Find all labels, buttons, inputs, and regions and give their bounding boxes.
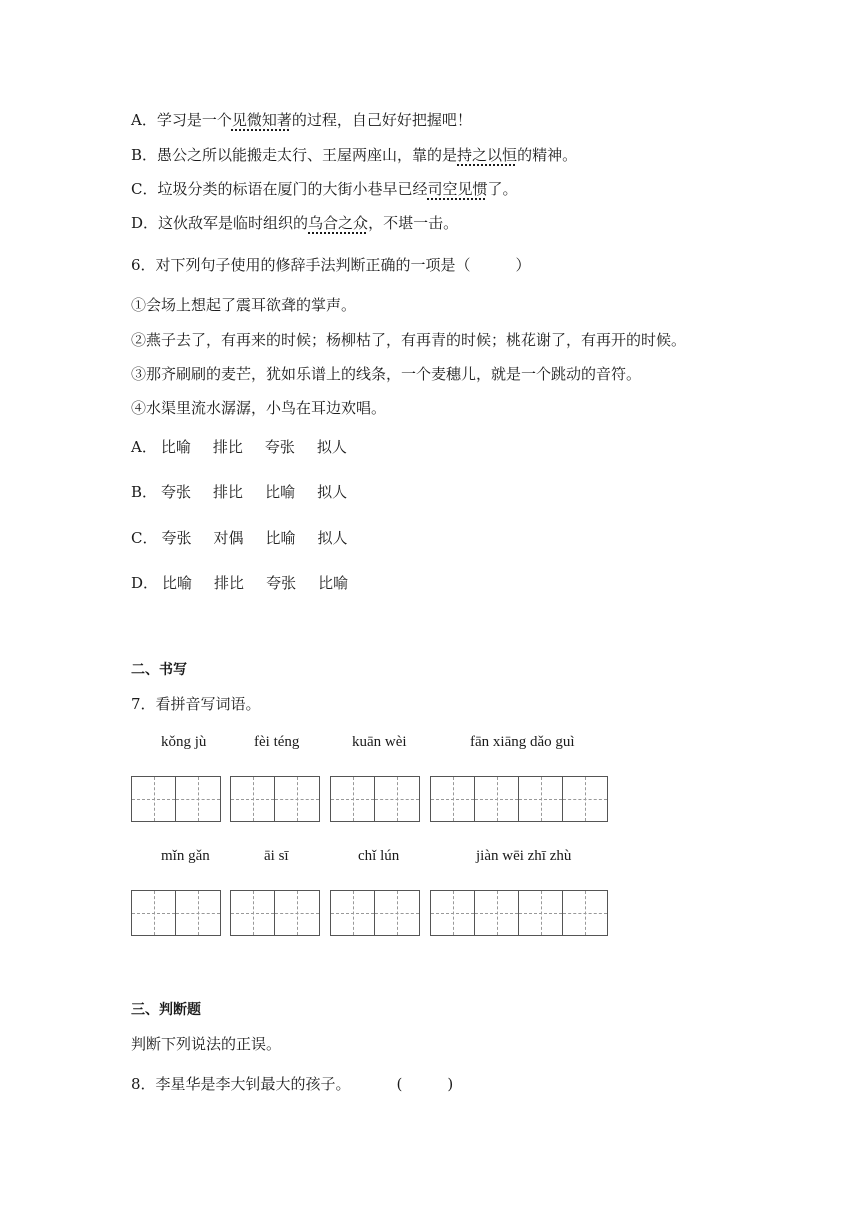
- pinyin-label: mǐn gǎn: [161, 848, 210, 864]
- q6-sentence-3: ③那齐刷刷的麦芒，犹如乐谱上的线条，一个麦穗儿，就是一个跳动的音符。: [131, 365, 642, 383]
- writing-grid[interactable]: [330, 776, 420, 822]
- q6-sentence-1: ①会场上想起了震耳欲聋的掌声。: [131, 296, 357, 314]
- section-3-title: 三、判断题: [131, 1002, 201, 1018]
- writing-grid[interactable]: [430, 890, 608, 936]
- q5-option-a: A．学习是一个见微知著的过程，自己好好把握吧！: [131, 111, 472, 129]
- q7-stem: 7．看拼音写词语。: [131, 695, 261, 713]
- judgment-instruction: 判断下列说法的正误。: [131, 1035, 282, 1053]
- answer-parentheses[interactable]: ( ): [396, 1075, 454, 1093]
- q8-stem: 8．李星华是李大钊最大的孩子。 ( ): [131, 1075, 454, 1093]
- writing-grid[interactable]: [230, 890, 320, 936]
- q6-choice-c[interactable]: C． 夸张 对偶 比喻 拟人: [131, 529, 348, 547]
- q6-stem: 6．对下列句子使用的修辞手法判断正确的一项是（ ）: [131, 256, 531, 274]
- writing-grid[interactable]: [430, 776, 608, 822]
- writing-grid[interactable]: [330, 890, 420, 936]
- q6-sentence-2: ②燕子去了，有再来的时候；杨柳枯了，有再青的时候；桃花谢了，有再开的时候。: [131, 331, 687, 349]
- q6-choice-b[interactable]: B． 夸张 排比 比喻 拟人: [131, 483, 348, 501]
- pinyin-label: jiàn wēi zhī zhù: [476, 848, 572, 864]
- q5-option-b: B．愚公之所以能搬走太行、王屋两座山，靠的是持之以恒的精神。: [131, 146, 578, 164]
- q6-sentence-4: ④水渠里流水潺潺，小鸟在耳边欢唱。: [131, 399, 387, 417]
- pinyin-label: fān xiāng dǎo guì: [470, 734, 575, 750]
- writing-grid[interactable]: [230, 776, 320, 822]
- q6-choice-a[interactable]: A． 比喻 排比 夸张 拟人: [131, 438, 347, 456]
- section-2-title: 二、书写: [131, 662, 187, 678]
- q6-choice-d[interactable]: D． 比喻 排比 夸张 比喻: [131, 574, 349, 592]
- pinyin-label: āi sī: [264, 848, 289, 864]
- writing-grid[interactable]: [131, 776, 221, 822]
- pinyin-label: kǒng jù: [161, 734, 207, 750]
- q5-option-c: C．垃圾分类的标语在厦门的大街小巷早已经司空见惯了。: [131, 180, 518, 198]
- pinyin-label: chǐ lún: [358, 848, 400, 864]
- pinyin-label: fèi téng: [254, 734, 300, 750]
- writing-grid[interactable]: [131, 890, 221, 936]
- q5-option-d: D．这伙敌军是临时组织的乌合之众，不堪一击。: [131, 214, 459, 232]
- pinyin-label: kuān wèi: [352, 734, 407, 750]
